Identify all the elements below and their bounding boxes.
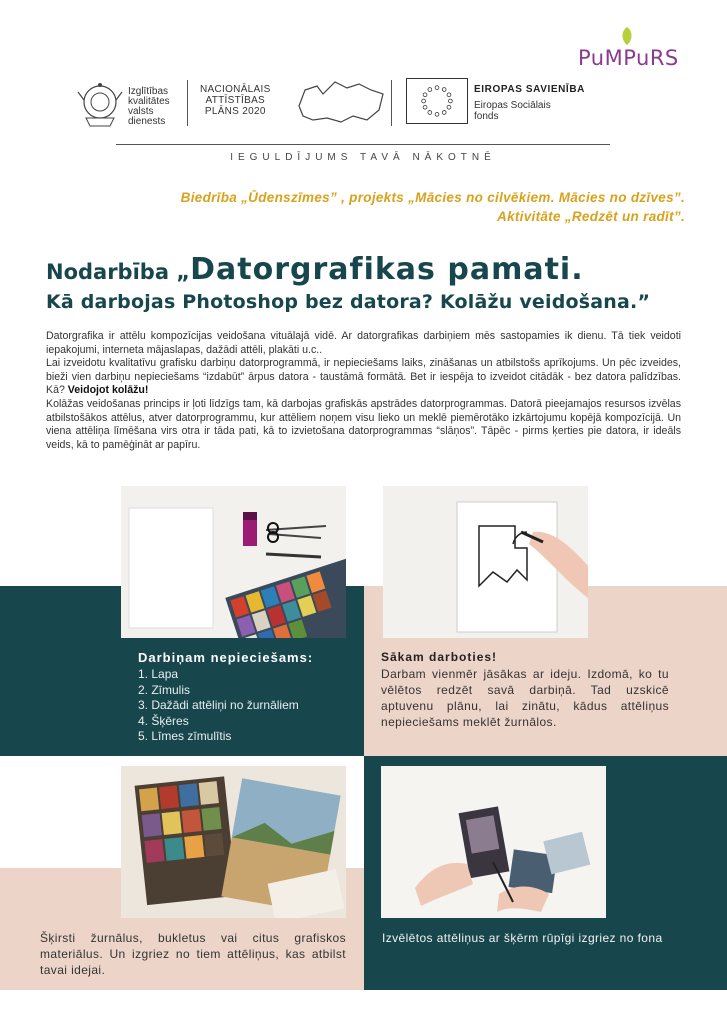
- eu-title: EIROPAS SAVIENĪBA: [474, 84, 585, 95]
- materials-list: [138, 667, 348, 745]
- tagline: IEGULDĪJUMS TAVĀ NĀKOTNĒ: [230, 152, 496, 163]
- edu-service-label: Izglītības kvalitātes valsts dienests: [128, 86, 170, 127]
- header-divider: [187, 80, 188, 126]
- intro-text: [46, 330, 681, 452]
- sketch-photo: [383, 486, 588, 638]
- eu-fund-label: Eiropas Sociālais fonds: [474, 100, 551, 122]
- eu-flag-icon: [406, 78, 468, 124]
- step4-caption: Izvēlētos attēliņus ar šķērm rūpīgi izgriez no fona: [382, 931, 663, 945]
- nap-label: NACIONĀLAIS ATTĪSTĪBAS PLĀNS 2020: [200, 84, 271, 117]
- intro-paragraph: Datorgrafika ir attēlu kompozīcijas veidošana vituālajā vidē. Ar datorgrafikas darbiņiem mēs sastopamies ik dienu. Tā tiek veidoti iepakojumi, interneta mājaslapas, dažādi attēli, plakāti u.c..: [46, 330, 681, 356]
- cutting-photo: [381, 766, 606, 918]
- magazines-illustration: [121, 766, 346, 918]
- sketch-illustration: [383, 486, 588, 638]
- latvia-crest-icon: [76, 80, 124, 130]
- materials-title: Darbiņam nepieciešams:: [138, 650, 314, 665]
- list-item: 2. Zīmulis: [138, 682, 191, 697]
- materials-photo: [121, 486, 346, 638]
- list-item: 4. Šķēres: [138, 713, 189, 728]
- step3-caption: Šķirsti žurnālus, bukletus vai citus grafiskos materiālus. Un izgriez no tiem attēliņus, kas atbilst tavai idejai.: [40, 931, 346, 977]
- materials-section: [138, 650, 348, 745]
- magazines-photo: [121, 766, 346, 918]
- pumpurs-logo: PuMPuRS: [578, 46, 679, 70]
- list-item: 1. Lapa: [138, 667, 179, 681]
- intro-paragraph: Kolāžas veidošanas princips ir ļoti līdzīgs tam, kā darbojas grafiskās apstrādes datorprogrammas. Datorā pieejamajos resursos izvēlas atbilstošākos attēlus, atver datorprogrammu, kur attēliem noņem visu lieko un meklē piemērotāko izkārtojumu kopējā kompozīcijā. Un viena attēliņa līmēšana virs otra ir tāda pati, kā to izvietošana datorprogrammas “slāņos”. Tāpēc - pirms ķerties pie datora, ir ideāls veids, kā to pamēģināt ar papīru.: [46, 397, 681, 451]
- intro-paragraph: Lai izveidotu kvalitatīvu grafisku darbiņu datorprogrammā, ir nepieciešams laiks, zināšanas un atbilstošs aprīkojums. Un pēc izveides, bieži vien darbiņu nepieciešams “izdabūt” ārpus datora - taustāmā formātā. Bet ir iespēja to izveidot citādāk - bez datora palīdzības. Kā? Veidojot kolāžu!: [46, 357, 681, 397]
- header-divider: [391, 80, 392, 126]
- start-title: Sākam darboties!: [381, 650, 498, 664]
- materials-illustration: [121, 486, 346, 638]
- latvia-map-icon: [295, 76, 387, 128]
- start-text: Darbam vienmēr jāsākas ar ideju. Izdomā, ko tu vēlētos redzēt savā darbiņā. Tad uzskicē aptuvenu plānu, lai zinātu, kādus attēliņus nepieciešams meklēt žurnālos.: [381, 667, 669, 729]
- pumpurs-leaf-icon: [620, 26, 634, 46]
- page-title: Nodarbība „Datorgrafikas pamati. Kā darbojas Photoshop bez datora? Kolāžu veidošana.”: [46, 252, 651, 313]
- list-item: 5. Līmes zīmulītis: [138, 729, 232, 743]
- header-rule: [116, 144, 610, 145]
- cutting-illustration: [381, 766, 606, 918]
- start-section: [381, 650, 669, 730]
- project-subtitle: Biedrība „Ūdenszīmes” , projekts „Mācies no cilvēkiem. Mācies no dzīves”. Aktivitāte „Redzēt un radīt”.: [180, 190, 685, 224]
- list-item: 3. Dažādi attēliņi no žurnāliem: [138, 698, 299, 712]
